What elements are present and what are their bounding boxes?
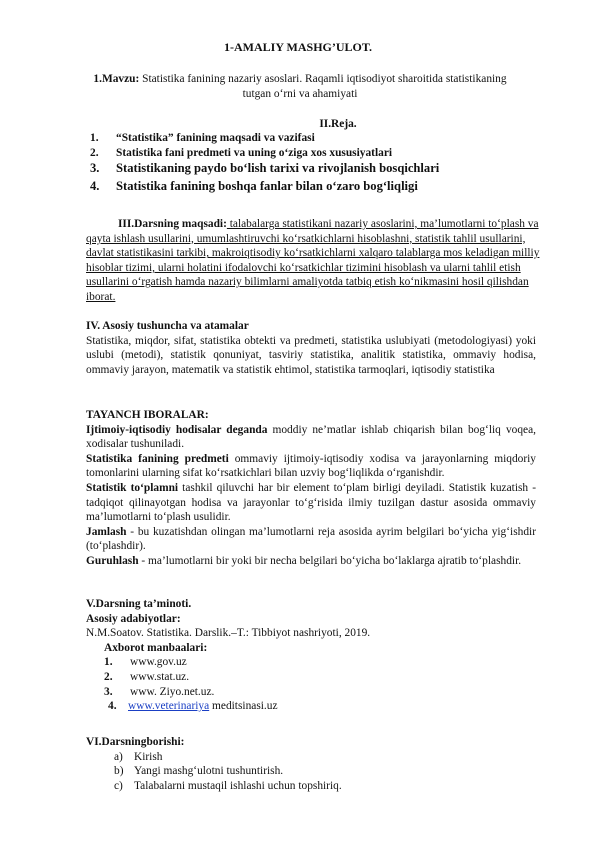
resources-heading: V.Darsning ta’minoti. [86,598,192,610]
procedure-item-text: Talabalarni mustaqil ishlashi uchun topshiriq. [134,779,342,792]
topic-label: 1.Mavzu: [93,73,140,85]
key-term-entry [86,554,536,569]
info-source-number: 4. [108,700,117,713]
plan-item [90,179,439,197]
info-source-item [104,685,536,700]
veterinariya-link[interactable]: www.veterinariya [128,700,210,713]
key-term-name: Guruhlash [86,554,139,567]
procedure-item-letter: a) [114,750,123,763]
key-terms-section [86,408,536,569]
plan-item-text: Statistika fani predmeti va uning o‘ziga xos xususiyatlari [116,147,393,159]
key-term-entry [86,525,536,554]
topic-paragraph [90,72,510,101]
lesson-resources-section [86,597,536,714]
key-terms-heading: TAYANCH IBORALAR: [86,409,209,421]
key-term-definition: ommaviy ijtimoiy-iqtisodiy xodisa va jarayonlarning miqdoriy tomonlarini ularning sifat ko‘rsatkichlari bilan uzviy bog‘liqlikda o‘rganishdir. [86,452,537,480]
key-term-name: Statistik to‘plamni [86,481,179,494]
key-term-definition: - ma’lumotlarni bir yoki bir necha belgilari bo‘yicha bo‘laklarga ajratib to‘plashdir. [138,554,522,567]
plan-item-number: 1. [90,132,99,144]
lesson-goal-text: talabalarga statistikani nazariy asoslarini, ma’lumotlarni to‘plash va qayta ishlash usullarini, umumlashtiruvchi ko‘rsatkichlarni hisoblashni, statistik tahlil usullarini, davlat statistikasini tarkibi, makroiqtisodiy ko‘rsatkichlarni xalqaro talablarga mos keladigan milliy hisoblar tizimi, ularni holatini ifodalovchi ko‘rsatkichlar tizimini hisoblash va ularni tahlil etish usullarini o‘rgatish hamda nazariy bilimlarni amaliyotda tatbiq etish ko‘nikmasini hosil qilishdan iborat. [86,218,540,303]
info-source-number: 2. [104,670,113,683]
info-source-item [104,670,536,685]
key-term-entry [86,452,536,481]
main-literature-heading: Asosiy adabiyotlar: [86,612,181,625]
key-concepts-heading: IV. Asosiy tushuncha va atamalar [86,320,249,332]
plan-item-text: “Statistika” fanining maqsadi va vazifasi [116,132,315,144]
key-term-definition: - bu kuzatishdan olingan ma’lumotlarni reja asosida ayrim belgilari bo‘yicha yig‘ishdir (to‘plashdir). [86,525,536,553]
lesson-goal-paragraph [86,217,544,305]
procedure-item [114,779,536,794]
plan-item-number: 3. [90,161,100,175]
info-source-text: www.stat.uz. [130,670,190,683]
lesson-procedure-heading: VI.Darsningborishi: [86,736,185,748]
key-term-name: Statistika fanining predmeti [86,452,229,465]
topic-text: Statistika fanining nazariy asoslari. Raqamli iqtisodiyot sharoitida statistikaning tutgan o‘rni va ahamiyati [139,73,507,100]
info-source-number: 1. [104,656,113,669]
info-source-item [104,699,536,714]
info-source-number: 3. [104,685,113,698]
page-title: 1-AMALIY MASHG’ULOT. [224,40,372,54]
plan-item-number: 2. [90,147,99,159]
plan-item [90,131,439,146]
key-term-name: Ijtimoiy-iqtisodiy hodisalar deganda [86,423,268,436]
key-term-name: Jamlash [86,525,127,538]
plan-list [90,131,439,197]
key-term-definition: moddiy ne’matlar ishlab chiqarish bilan bog‘liq voqea, xodisalar tushuniladi. [86,423,536,451]
lesson-procedure-section [86,735,536,793]
plan-item-text: Statistikaning paydo bo‘lish tarixi va rivojlanish bosqichlari [116,161,440,175]
info-sources-heading: Axborot manbaalari: [104,641,208,654]
procedure-item-text: Yangi mashg‘ulotni tushuntirish. [134,765,284,778]
plan-item-text: Statistika fanining boshqa fanlar bilan o‘zaro bog‘liqligi [116,179,418,193]
procedure-item-text: Kirish [134,750,163,763]
procedure-item-letter: b) [114,765,124,778]
plan-item-number: 4. [90,179,100,193]
info-source-item [104,655,536,670]
lesson-procedure-list [86,750,536,794]
plan-item [90,161,439,179]
info-source-text: meditsinasi.uz [209,700,278,713]
plan-heading: II.Reja. [319,118,357,130]
info-source-text: www. Ziyo.net.uz. [130,685,215,698]
key-term-entry [86,423,536,452]
procedure-item [114,764,536,779]
key-term-definition: tashkil qiluvchi har bir element to‘plam birligi deyiladi. Statistik kuzatish - tadqiqot qilinayotgan hodisa va jarayonlar to‘g‘risida ilmiy tuzilgan dastur asosida ommaviy ma’lumotlarni to‘plash usulidir. [86,481,536,524]
info-sources-list [86,655,536,713]
key-concepts-text: Statistika, miqdor, sifat, statistika obtekti va predmeti, statistika uslubiyati (metodologiyasi) yoki uslubi (metodi), statistik qonuniyat, tasviriy statistika, analitik statistika, ommaviy hodisa, ommaviy jarayon, matematik va statistik ehtimol, statistika tarmoqlari, iqtisodiy statistika [86,334,536,376]
procedure-item [114,750,536,765]
info-source-text: www.gov.uz [130,656,187,669]
plan-item [90,146,439,161]
key-concepts-section [86,319,536,377]
main-literature-entry: N.M.Soatov. Statistika. Darslik.–T.: Tibbiyot nashriyoti, 2019. [86,627,371,640]
key-term-entry [86,481,536,525]
lesson-goal-label: III.Darsning maqsadi: [118,218,227,230]
procedure-item-letter: c) [114,779,123,792]
